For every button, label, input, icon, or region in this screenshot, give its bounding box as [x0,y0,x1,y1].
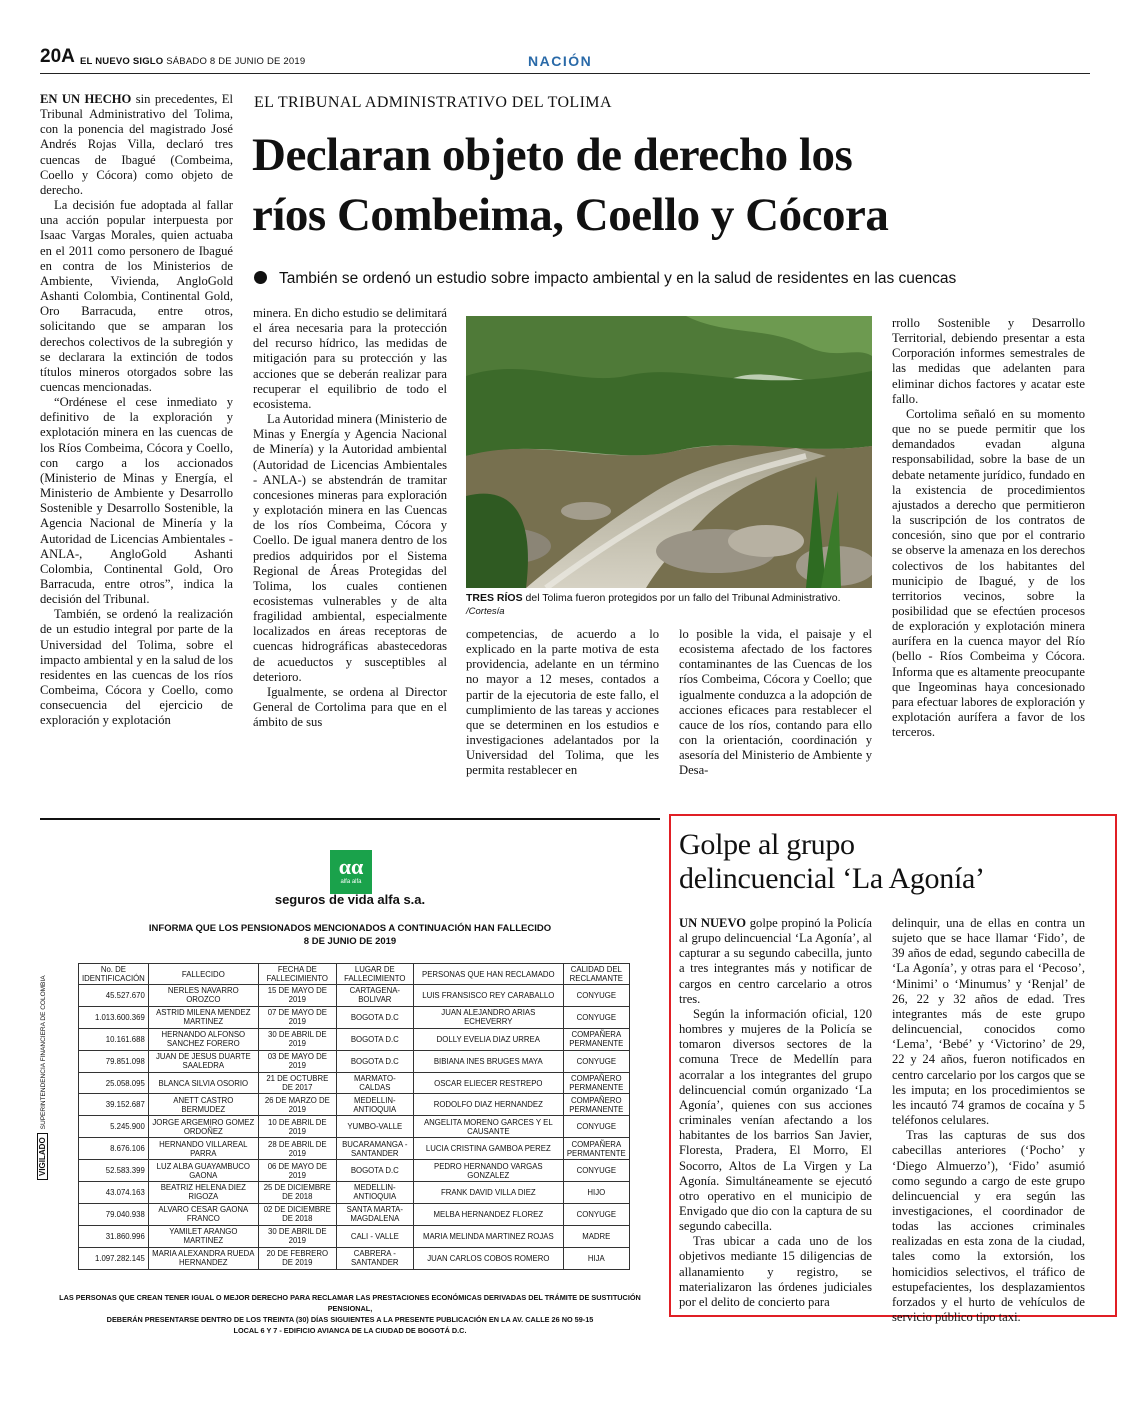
column-header: LUGAR DE FALLECIMIENTO [336,964,413,985]
lead-in: UN NUEVO [679,916,747,930]
bullet-icon [254,271,267,284]
ad-footer-line-3: LOCAL 6 Y 7 - EDIFICIO AVIANCA DE LA CIUDAD DE BOGOTÁ D.C. [233,1326,467,1335]
table-cell: LUCIA CRISTINA GAMBOA PEREZ [413,1138,563,1160]
article2-column-1 [679,916,872,1310]
table-cell: MARIA ALEXANDRA RUEDA HERNANDEZ [148,1247,258,1269]
paper-name: EL NUEVO SIGLO [80,56,164,67]
paragraph: lo posible la vida, el paisaje y el ecosistema afectado de los factores contaminantes de las Cuencas de los ríos Combeima, Cócora y Coello; que igualmente conduzca a la adopción de acciones eficaces para restablecer el cauce de los ríos, contando para ello con la orientación, coordinación y asesoría del Ministerio de Ambiente y Desa- [679,627,872,778]
table-cell: 31.860.996 [79,1225,149,1247]
table-header-row [79,964,630,985]
logo-glyphs: αα [338,854,364,879]
table-cell: 79.851.098 [79,1050,149,1072]
table-cell: CARTAGENA-BOLIVAR [336,985,413,1007]
ad-company-name: seguros de vida alfa s.a. [274,892,426,907]
headline-line-1: Declaran objeto de derecho los [252,129,853,181]
table-cell: 39.152.687 [79,1094,149,1116]
table-cell: MARIA MELINDA MARTINEZ ROJAS [413,1225,563,1247]
table-cell: 26 DE MARZO DE 2019 [258,1094,336,1116]
vigilado-label: VIGILADO [37,1133,48,1180]
superintendencia-label: SUPERINTENDENCIA FINANCIERA DE COLOMBIA [40,975,47,1130]
table-cell: BUCARAMANGA - SANTANDER [336,1138,413,1160]
table-cell: 28 DE ABRIL DE 2019 [258,1138,336,1160]
article1-column-2 [253,306,447,730]
paragraph: Cortolima señaló en su momento que no se puede permitir que los demandados evadan alguna responsabilidad, sobre la base de un debate netamente jurídico, fundado en la existencia de procedimientos ajustados a derecho que permitieron la suscripción de los contratos de concesión, sino que por el contrario se observe la amenaza en los derechos colectivos de los habitantes del municipio de Ibagué, y de los territorios vecinos, sobre la posibilidad que se efectúen procesos de exploración y explotación minera aurífera en la cuenca mayor del Río (bello - Ríos Combeima y Cócora. Informa que es altamente preocupante que Ingeominas haya concesionado para efectuar labores de exploración y explotación aurífera a favor de los terceros. [892,406,1086,740]
table-cell: BLANCA SILVIA OSORIO [148,1072,258,1094]
article1-column-1 [40,92,233,729]
table-cell: ANETT CASTRO BERMUDEZ [148,1094,258,1116]
table-cell: BOGOTA D.C [336,1160,413,1182]
ad-title-line-2: 8 DE JUNIO DE 2019 [303,936,397,947]
table-row [79,1094,630,1116]
table-row [79,1138,630,1160]
table-cell: LUZ ALBA GUAYAMBUCO GAONA [148,1160,258,1182]
table-cell: 25 DE DICIEMBRE DE 2018 [258,1182,336,1204]
paragraph [40,92,233,198]
paragraph: competencias, de acuerdo a lo explicado en la parte motiva de esta providencia, adelante en un término no mayor a 12 meses, contados a partir de la ejecutoria de este fallo, el cumplimiento de las tareas y acciones que se determinen en los estudios e investigaciones adelantados por la Universidad del Tolima, que les permita restablecer en [466,627,659,778]
obituary-ad [38,818,660,1335]
pensioners-table [78,963,630,1270]
table-cell: 5.245.900 [79,1116,149,1138]
table-cell: JORGE ARGEMIRO GOMEZ ORDOÑEZ [148,1116,258,1138]
paragraph: Tras ubicar a cada uno de los objetivos mediante 15 diligencias de allanamiento y registro, se materializaron las órdenes judiciales por el delito de concierto para [679,1234,872,1309]
table-cell: ASTRID MILENA MENDEZ MARTINEZ [148,1006,258,1028]
table-cell: CONYUGE [563,1006,629,1028]
table-body [79,985,630,1270]
paragraph: La decisión fue adoptada al fallar una acción popular interpuesta por Isaac Vargas Morales, quien actuaba en el 2011 como personero de Ibagué en contra de los Ministerios de Ambiente, Vivienda, AngloGold Ashanti Colombia, Continental Gold, Oro Barracuda, entre otros, solicitando que se amparan los derechos colectivos de la subregión y se declarara la extinción de todos títulos mineros otorgados sobre las cuencas mencionadas. [40,198,233,394]
article1-column-4 [679,627,872,779]
table-cell: COMPAÑERO PERMANENTE [563,1072,629,1094]
ad-footer-line-2: DEBERÁN PRESENTARSE DENTRO DE LOS TREINTA (30) DÍAS SIGUIENTES A LA PRESENTE PUBLICACIÓN EN LA AV. CALLE 26 NO 59-15 [106,1315,594,1324]
table-cell: MELBA HERNANDEZ FLOREZ [413,1203,563,1225]
table-cell: MEDELLIN-ANTIOQUIA [336,1094,413,1116]
lead-in: EN UN HECHO [40,92,132,106]
subhead-text: También se ordenó un estudio sobre impacto ambiental y en la salud de residentes en las cuencas [279,270,957,287]
ad-title [40,922,660,948]
logo-small-text: alfa alfa [340,879,362,885]
table-row [79,1050,630,1072]
table-cell: 79.040.938 [79,1203,149,1225]
vigilado-seal [38,975,47,1180]
article-kicker: EL TRIBUNAL ADMINISTRATIVO DEL TOLIMA [254,94,612,111]
column-header: FECHA DE FALLECIMIENTO [258,964,336,985]
table-cell: MEDELLIN-ANTIOQUIA [336,1182,413,1204]
table-row [79,1203,630,1225]
table-row [79,1006,630,1028]
table-cell: HERNANDO ALFONSO SANCHEZ FORERO [148,1028,258,1050]
ad-title-line-1: INFORMA QUE LOS PENSIONADOS MENCIONADOS A CONTINUACIÓN HAN FALLECIDO [148,923,552,934]
paragraph: Igualmente, se ordena al Director General de Cortolima para que en el ámbito de sus [253,684,447,730]
article-subhead [254,270,956,288]
headline-line-1: Golpe al grupo [679,828,855,861]
table-cell: 1.097.282.145 [79,1247,149,1269]
table-cell: 02 DE DICIEMBRE DE 2018 [258,1203,336,1225]
ad-footer [40,1292,660,1336]
table-cell: CONYUGE [563,1160,629,1182]
table-cell: BEATRIZ HELENA DIEZ RIGOZA [148,1182,258,1204]
paragraph: La Autoridad minera (Ministerio de Minas y Energía y Agencia Nacional de Minería) y la Autoridad ambiental (Autoridad de Licencias Ambientales - ANLA-) se abstendrán de tramitar concesiones mineras para exploración y explotación minera en las Cuencas de los ríos Combeima, Cócora y Coello. De igual manera dentro de los predios adquiridos por el Sistema Regional de Áreas Protegidas del Tolima, los cuales contienen ecosistemas vulnerables y de alta fragilidad ambiental, especialmente localizados en áreas receptoras de cuencas hidrográficas abastecedoras de acueductos y susceptibles al deterioro. [253,412,447,684]
table-cell: YUMBO-VALLE [336,1116,413,1138]
table-cell: DOLLY EVELIA DIAZ URREA [413,1028,563,1050]
table-row [79,985,630,1007]
river-photo-image [466,316,872,588]
table-cell: 45.527.670 [79,985,149,1007]
table-cell: 52.583.399 [79,1160,149,1182]
table-cell: 30 DE ABRIL DE 2019 [258,1225,336,1247]
table-row [79,1225,630,1247]
headline-line-2: ríos Combeima, Coello y Cócora [252,189,889,241]
table-cell: 07 DE MAYO DE 2019 [258,1006,336,1028]
table-cell: CONYUGE [563,1203,629,1225]
table-cell: NERLES NAVARRO OROZCO [148,985,258,1007]
table-cell: JUAN ALEJANDRO ARIAS ECHEVERRY [413,1006,563,1028]
section-name: NACIÓN [528,53,593,69]
masthead [40,46,1090,74]
table-cell: ANGELITA MORENO GARCES Y EL CAUSANTE [413,1116,563,1138]
table-cell: FRANK DAVID VILLA DIEZ [413,1182,563,1204]
paragraph: Tras las capturas de sus dos cabecillas anteriores (‘Pocho’ y ‘Diego Almuerzo’), ‘Fido’ asumió como segundo a cargo de este grupo delincuencial y era según las investigaciones, el coordinador de todas las acciones criminales realizadas en esta zona de la ciudad, tales como la extorsión, los homicidios selectivos, el tráfico de estupefacientes, los desplazamientos forzados y el hurto de vehículos de servicio público tipo taxi. [892,1128,1085,1325]
table-cell: 15 DE MAYO DE 2019 [258,985,336,1007]
article2-column-2 [892,916,1085,1325]
table-cell: JUAN CARLOS COBOS ROMERO [413,1247,563,1269]
table-cell: 03 DE MAYO DE 2019 [258,1050,336,1072]
paragraph: rrollo Sostenible y Desarrollo Territorial, debiendo presentar a esta Corporación informes semestrales de las medidas que adelanten para eliminar dichos factores y acatar este fallo. [892,316,1085,406]
table-cell: BOGOTA D.C [336,1028,413,1050]
table-cell: COMPAÑERA PERMANENTE [563,1028,629,1050]
paragraph: “Ordénese el cese inmediato y definitivo de la exploración y explotación minera en las cuencas de los Ríos Combeima, Cócora y Coello, con cargo a los accionados (Ministerio de Minas y Energía, el Ministerio de Ambiente y Desarrollo Sostenible y Desarrollo Sostenible, la Agencia Nacional de Minería y la Autoridad de Licencias Ambientales - ANLA-, AngloGold Ashanti Colombia, Continental Gold, Oro Barracuda, entre otros”, indica la decisión del Tribunal. [40,395,233,607]
table-cell: 10.161.688 [79,1028,149,1050]
alfa-logo [330,850,372,894]
column-header: No. DE IDENTIFICACIÓN [79,964,149,985]
headline-line-2: delincuencial ‘La Agonía’ [679,862,985,895]
table-cell: CABRERA - SANTANDER [336,1247,413,1269]
article-headline [252,125,1092,245]
table-cell: CONYUGE [563,985,629,1007]
column-header: FALLECIDO [148,964,258,985]
article2-headline [679,828,1109,896]
paragraph: Según la información oficial, 120 hombres y mujeres de la Policía se tomaron diversos sectores de la comuna Trece de Medellín para acorralar a los integrantes del grupo delincuencial común organizado ‘La Agonía’, quienes con sus acciones criminales venían afectando a los habitantes de los barrios San Javier, Floresta, Pradera, El Morro, El Socorro, Altos de La Virgen y La Agonía. Simultáneamente se ejecutó otro operativo en el municipio de Envigado que dio con la captura de su segundo cabecilla. [679,1006,872,1234]
table-cell: 10 DE ABRIL DE 2019 [258,1116,336,1138]
article1-column-5 [892,316,1085,740]
paper-info [80,56,305,67]
table-cell: CONYUGE [563,1050,629,1072]
table-cell: 06 DE MAYO DE 2019 [258,1160,336,1182]
table-row [79,1116,630,1138]
table-cell: OSCAR ELIECER RESTREPO [413,1072,563,1094]
table-cell: RODOLFO DIAZ HERNANDEZ [413,1094,563,1116]
table-cell: HIJO [563,1182,629,1204]
table-cell: CALI - VALLE [336,1225,413,1247]
ad-footer-line-1: LAS PERSONAS QUE CREAN TENER IGUAL O MEJOR DERECHO PARA RECLAMAR LAS PRESTACIONES ECONÓMICAS DERIVADAS DEL TRÁMITE DE SUSTITUCIÓN PENSIONAL, [59,1293,641,1313]
caption-credit: /Cortesía [466,606,505,617]
table-cell: MARMATO-CALDAS [336,1072,413,1094]
paragraph [679,916,872,1007]
table-cell: 20 DE FEBRERO DE 2019 [258,1247,336,1269]
table-cell: 8.676.106 [79,1138,149,1160]
paragraph: delinquir, una de ellas en contra un sujeto que se hace llamar ‘Fido’, de 39 años de edad, segundo cabecilla de ‘La Agonía’, y otras para el ‘Pecoso’, ‘Minimi’ o ‘Minumus’ y ‘Renjal’ de 26, 22 y 32 años de edad. Tres integrantes más de este grupo delincuencial, conocidos como ‘Lema’, ‘Bebé’ y ‘Victorino’ de 29, 22 y 24 años, fueron notificados en centro carcelario por los cargos que se les imputa; en los procedimientos se les incautó 74 gramos de cocaína y 5 teléfonos celulares. [892,916,1085,1128]
paragraph: También, se ordenó la realización de un estudio integral por parte de la Universidad del Tolima, sobre el impacto ambiental y en la salud de los residentes en las cuencas de los ríos Combeima, Cócora y Coello, como consecuencia del ejercicio de exploración y explotación [40,607,233,728]
table-row [79,1072,630,1094]
article1-column-3 [466,627,659,779]
caption-text: del Tolima fueron protegidos por un fallo del Tribunal Administrativo. [522,592,841,604]
paragraph: minera. En dicho estudio se delimitará el área necesaria para la protección del recurso hídrico, las medidas de mitigación para su protección y las acciones que se deberán realizar para recuperar el equilibrio de todo el ecosistema. [253,306,447,411]
table-cell: BOGOTA D.C [336,1006,413,1028]
table-cell: YAMILET ARANGO MARTINEZ [148,1225,258,1247]
table-cell: MADRE [563,1225,629,1247]
table-cell: JUAN DE JESUS DUARTE SAALEDRA [148,1050,258,1072]
column-header: CALIDAD DEL RECLAMANTE [563,964,629,985]
table-cell: 25.058.095 [79,1072,149,1094]
table-cell: CONYUGE [563,1116,629,1138]
photo-caption [466,592,872,618]
table-cell: LUIS FRANSISCO REY CARABALLO [413,985,563,1007]
table-cell: BOGOTA D.C [336,1050,413,1072]
table-cell: COMPAÑERO PERMANENTE [563,1094,629,1116]
table-cell: 43.074.163 [79,1182,149,1204]
table-cell: 21 DE OCTUBRE DE 2017 [258,1072,336,1094]
table-row [79,1182,630,1204]
table-cell: ALVARO CESAR GAONA FRANCO [148,1203,258,1225]
paragraph-text: sin precedentes, El Tribunal Administrativo del Tolima, con la ponencia del magistrado José Andrés Rojas Villa, declaró tres cuencas de Ibagué (Combeima, Coello y Cócora) como objeto de derecho. [40,92,233,197]
column-header: PERSONAS QUE HAN RECLAMADO [413,964,563,985]
table-cell: 1.013.600.369 [79,1006,149,1028]
table-cell: SANTA MARTA-MAGDALENA [336,1203,413,1225]
table-cell: HIJA [563,1247,629,1269]
table-row [79,1028,630,1050]
page-number: 20A [40,46,75,67]
table-cell: 30 DE ABRIL DE 2019 [258,1028,336,1050]
table-cell: HERNANDO VILLAREAL PARRA [148,1138,258,1160]
caption-lead: TRES RÍOS [466,592,523,604]
table-cell: BIBIANA INES BRUGES MAYA [413,1050,563,1072]
river-photo [466,316,872,588]
issue-date: SÁBADO 8 DE JUNIO DE 2019 [166,56,306,67]
paragraph-text: golpe propinó la Policía al grupo delincuencial ‘La Agonía’, al capturar a su segundo cabecilla, junto a tres integrantes más y notificar de cargos en centro carcelario a otros tres. [679,916,872,1006]
table-row [79,1160,630,1182]
table-row [79,1247,630,1269]
table-cell: PEDRO HERNANDO VARGAS GONZALEZ [413,1160,563,1182]
table-cell: COMPAÑERA PERMANTENTE [563,1138,629,1160]
